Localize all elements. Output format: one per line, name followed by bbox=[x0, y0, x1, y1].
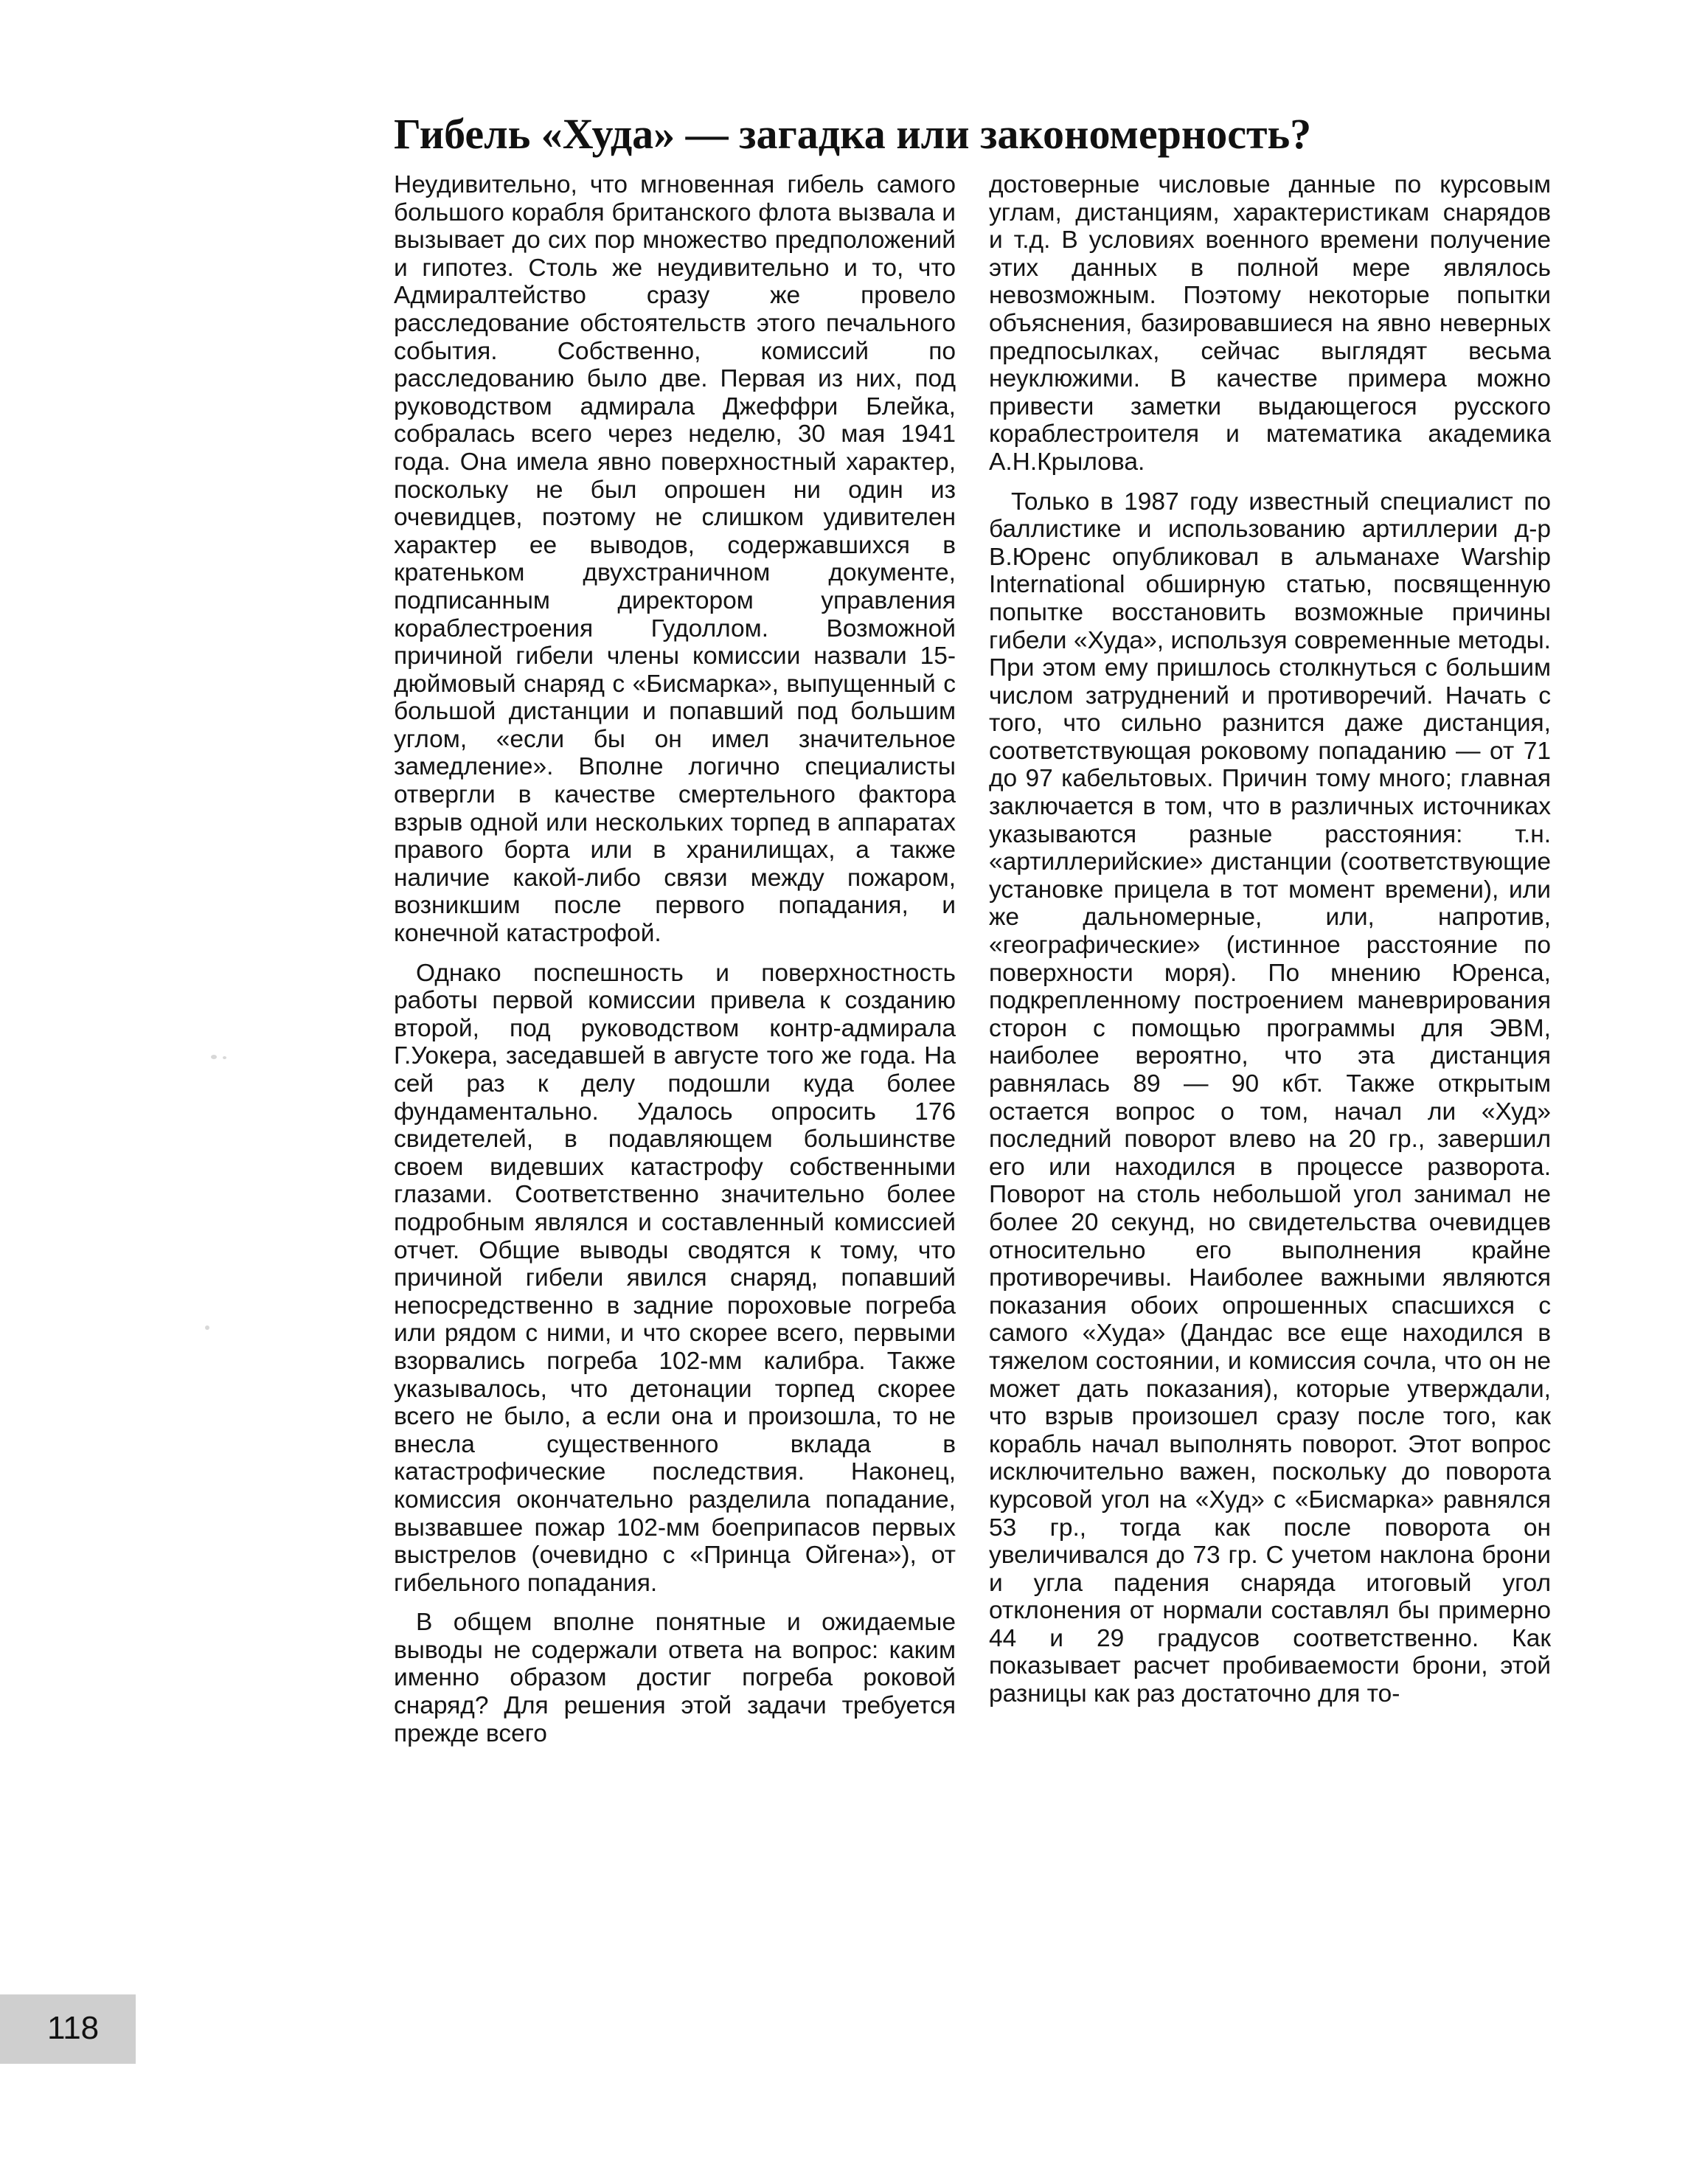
page-number: 118 bbox=[47, 2010, 100, 2046]
left-text-column bbox=[394, 171, 956, 2015]
scan-speck bbox=[223, 1056, 226, 1059]
paragraph: В общем вполне понятные и ожидаемые выводы не содержали ответа на вопрос: каким именно образом достиг погреба роковой снаряд? Для решения этой задачи требуется прежде всего bbox=[394, 1609, 956, 1747]
paragraph: Только в 1987 году известный специалист по баллистике и использованию артиллерии д-р В.Юренс опубликовал в альманахе Warship International обширную статью, посвященную попытке восстановить возможные причины гибели «Худа», используя современные методы. При этом ему пришлось столкнуться с большим числом затруднений и противоречий. Начать с того, что сильно разнится даже дистанция, соответствующая роковому попаданию — от 71 до 97 кабельтовых. Причин тому много; главная заключается в том, что в различных источниках указываются разные расстояния: т.н. «артиллерийские» дистанции (соответствующие установке прицела в тот момент времени), или же дальномерные, или, напротив, «географические» (истинное расстояние по поверхности моря). По мнению Юренса, подкрепленному построением маневрирования сторон с помощью программы для ЭВМ, наиболее вероятно, что эта дистанция равнялась 89 — 90 кбт. Также открытым остается вопрос о том, начал ли «Худ» последний поворот влево на 20 гр., завершил его или находился в процессе разворота. Поворот на столь небольшой угол занимал не более 20 секунд, но свидетельства очевидцев относительно его выполнения крайне противоречивы. Наиболее важными являются показания обоих опрошенных спасшихся с самого «Худа» (Дандас все еще находился в тяжелом состоянии, и комиссия сочла, что он не может дать показания), которые утверждали, что взрыв произошел сразу после того, как корабль начал выполнять поворот. Этот вопрос исключительно важен, поскольку до поворота курсовой угол на «Худ» с «Бисмарка» равнялся 53 гр., тогда как после поворота он увеличивался до 73 гр. С учетом наклона брони и угла падения снаряда итоговый угол отклонения от нормали составлял бы примерно 44 и 29 градусов соответственно. Как показывает расчет пробиваемости брони, этой разницы как раз достаточно для то- bbox=[989, 488, 1551, 1708]
paragraph: Однако поспешность и поверхностность работы первой комиссии привела к созданию второй, под руководством контр-адмирала Г.Уокера, заседавшей в августе того же года. На сей раз к делу подошли куда более фундаментально. Удалось опросить 176 свидетелей, в подавляющем большинстве своем видевших катастрофу собственными глазами. Соответственно значительно более подробным являлся и составленный комиссией отчет. Общие выводы сводятся к тому, что причиной гибели явился снаряд, попавший непосредственно в задние пороховые погреба или рядом с ними, и что скорее всего, первыми взорвались погреба 102-мм калибра. Также указывалось, что детонации торпед скорее всего не было, а если она и произошла, то не внесла существенного вклада в катастрофические последствия. Наконец, комиссия окончательно разделила попадание, вызвавшее пожар 102-мм боеприпасов первых выстрелов (очевидно с «Принца Ойгена»), от гибельного попадания. bbox=[394, 959, 956, 1597]
scan-speck bbox=[205, 1325, 209, 1330]
paragraph: достоверные числовые данные по курсовым углам, дистанциям, характеристикам снарядов и т.д. В условиях военного времени получение этих данных в полной мере являлось невозможным. Поэтому некоторые попытки объяснения, базировавшиеся на явно неверных предпосылках, сейчас выглядят весьма неуклюжими. В качестве примера можно привести заметки выдающегося русского кораблестроителя и математика академика А.Н.Крылова. bbox=[989, 171, 1551, 476]
scan-speck bbox=[211, 1055, 217, 1059]
right-text-column bbox=[989, 171, 1551, 2015]
article-title: Гибель «Худа» — загадка или закономерность? bbox=[394, 110, 1312, 158]
paragraph: Неудивительно, что мгновенная гибель самого большого корабля британского флота вызвала и вызывает до сих пор множество предположений и гипотез. Столь же неудивительно и то, что Адмиралтейство сразу же провело расследование обстоятельств этого печального события. Собственно, комиссий по расследованию было две. Первая из них, под руководством адмирала Джеффри Блейка, собралась всего через неделю, 30 мая 1941 года. Она имела явно поверхностный характер, поскольку не был опрошен ни один из очевидцев, поэтому не слишком удивителен характер ее выводов, содержавшихся в кратеньком двухстраничном документе, подписанным директором управления кораблестроения Гудоллом. Возможной причиной гибели члены комиссии назвали 15-дюймовый снаряд с «Бисмарка», выпущенный с большой дистанции и попавший под большим углом, «если бы он имел значительное замедление». Вполне логично специалисты отвергли в качестве смертельного фактора взрыв одной или нескольких торпед в аппаратах правого борта или в хранилищах, а также наличие какой-либо связи между пожаром, возникшим после первого попадания, и конечной катастрофой. bbox=[394, 171, 956, 948]
